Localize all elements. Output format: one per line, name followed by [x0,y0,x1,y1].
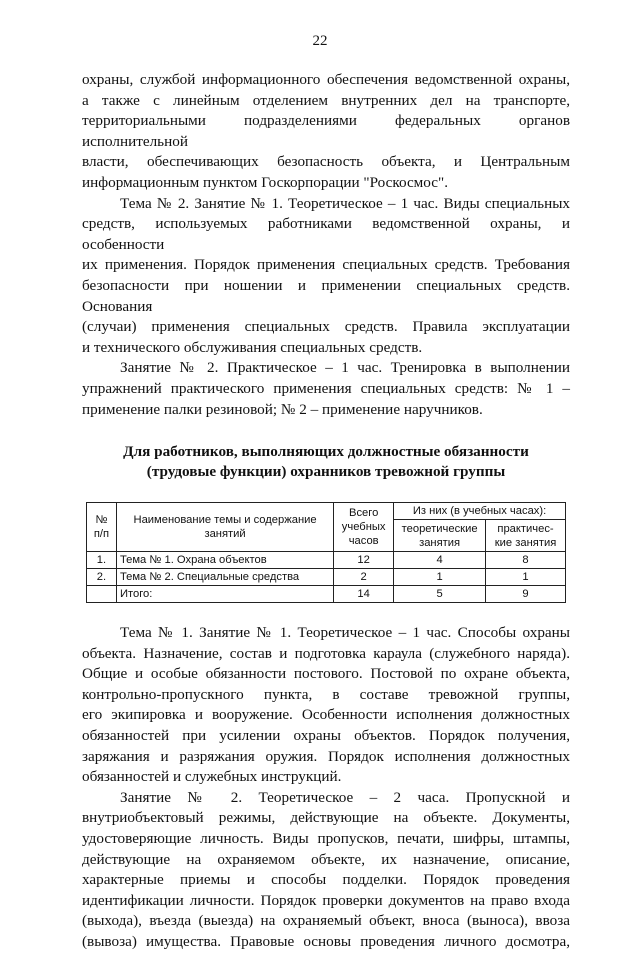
table-total-row [87,586,566,603]
text-line: а также с линейным отделением внутренних дел на транспорте, [82,91,570,109]
cell-practice: 8 [486,552,566,569]
topic1-lesson2-paragraph [82,788,570,953]
text-line: средств, используемых работниками ведомственной охраны, и особенности [82,215,570,253]
text-line: удостоверяющие личность. Виды пропусков, печати, шифры, штампы, [82,830,570,848]
table-row [87,552,566,569]
text-line: объекта. Назначение, состав и подготовка караула (служебного наряда). [82,644,570,662]
text-line: их применения. Порядок применения специальных средств. Требования [82,256,570,274]
text-line: Общие и особые обязанности постового. Постовой по охране объекта, [82,665,570,683]
cell-theory: 4 [394,552,486,569]
header-name: Наименование темы и содержание занятий [116,503,333,552]
text-line: применение палки резиновой; № 2 – применение наручников. [82,400,483,418]
text-line: безопасности при ношении и применении специальных средств. Основания [82,276,570,315]
cell-total: 12 [334,552,394,569]
text-line: охраны, службой информационного обеспечения ведомственной охраны, [82,71,570,88]
cell-theory: 5 [394,586,486,603]
hours-table [86,502,566,603]
text-line: информационным пунктом Госкорпорации "Роскосмос". [82,173,449,191]
text-line: Занятие № 2. Практическое – 1 час. Тренировка в выполнении [120,359,570,377]
cell-total: 14 [334,586,394,603]
text-line: (случаи) применения специальных средств. Правила эксплуатации [82,318,570,336]
header-num: № п/п [87,503,117,552]
cell-total: 2 [334,569,394,586]
table-header-row [87,503,566,520]
text-line: заряжания и разряжания оружия. Порядок исполнения должностных [82,747,570,765]
heading-line: Для работников, выполняющих должностные обязанности [123,443,529,461]
text-line: Занятие № 2. Теоретическое – 2 часа. Пропускной и [120,788,570,806]
table-row [87,569,566,586]
cell-num [87,586,117,603]
text-line: идентификации личности. Порядок проверки документов на право входа [82,891,570,909]
page-number: 22 [312,33,328,49]
cell-name: Итого: [116,586,333,603]
text-line: действующие на охраняемом объекте, их назначение, описание, [82,850,570,868]
text-line: внутриобъектовый режимы, действующие на объекте. Документы, [82,809,570,827]
cell-num: 2. [87,569,117,586]
topic1-lesson1-paragraph [82,623,570,788]
section-heading [82,442,570,482]
text-line: и технического обслуживания специальных средств. [82,338,423,356]
cell-practice: 9 [486,586,566,603]
text-line: (вывоза) имущества. Правовые основы проведения личного досмотра, [82,933,570,950]
text-line: упражнений практического применения специальных средств: № 1 – [82,379,570,397]
cell-theory: 1 [394,569,486,586]
header-total: Всего учебных часов [334,503,394,552]
intro-paragraph [82,70,570,194]
cell-name: Тема № 1. Охрана объектов [116,552,333,569]
text-line: Тема № 1. Занятие № 1. Теоретическое – 1 час. Способы охраны [120,624,570,642]
topic2-paragraph [82,194,570,359]
header-group: Из них (в учебных часах): [394,503,566,520]
text-line: (выхода), въезда (выезда) на охраняемый объект, вноса (выноса), ввоза [82,912,570,930]
lesson2-paragraph [82,358,570,420]
text-line: власти, обеспечивающих безопасность объекта, и Центральным [82,153,570,171]
cell-name: Тема № 2. Специальные средства [116,569,333,586]
text-line: характерные приемы и способы подделки. Порядок проведения [82,871,570,889]
cell-practice: 1 [486,569,566,586]
header-practice: практичес-кие занятия [486,520,566,552]
text-line: обязанностей при усилении охраны объектов. Порядок получения, [82,727,570,745]
text-line: Тема № 2. Занятие № 1. Теоретическое – 1 час. Виды специальных [120,194,570,212]
text-line: его экипировка и вооружение. Особенности исполнения должностных [82,706,570,724]
heading-line: (трудовые функции) охранников тревожной группы [146,463,506,481]
text-line: территориальными подразделениями федеральных органов исполнительной [82,112,570,150]
header-theory: теоретические занятия [394,520,486,552]
text-line: обязанностей и служебных инструкций. [82,768,342,786]
text-line: контрольно-пропускного пункта, в составе тревожной группы, [82,685,570,703]
cell-num: 1. [87,552,117,569]
document-body [82,70,570,953]
